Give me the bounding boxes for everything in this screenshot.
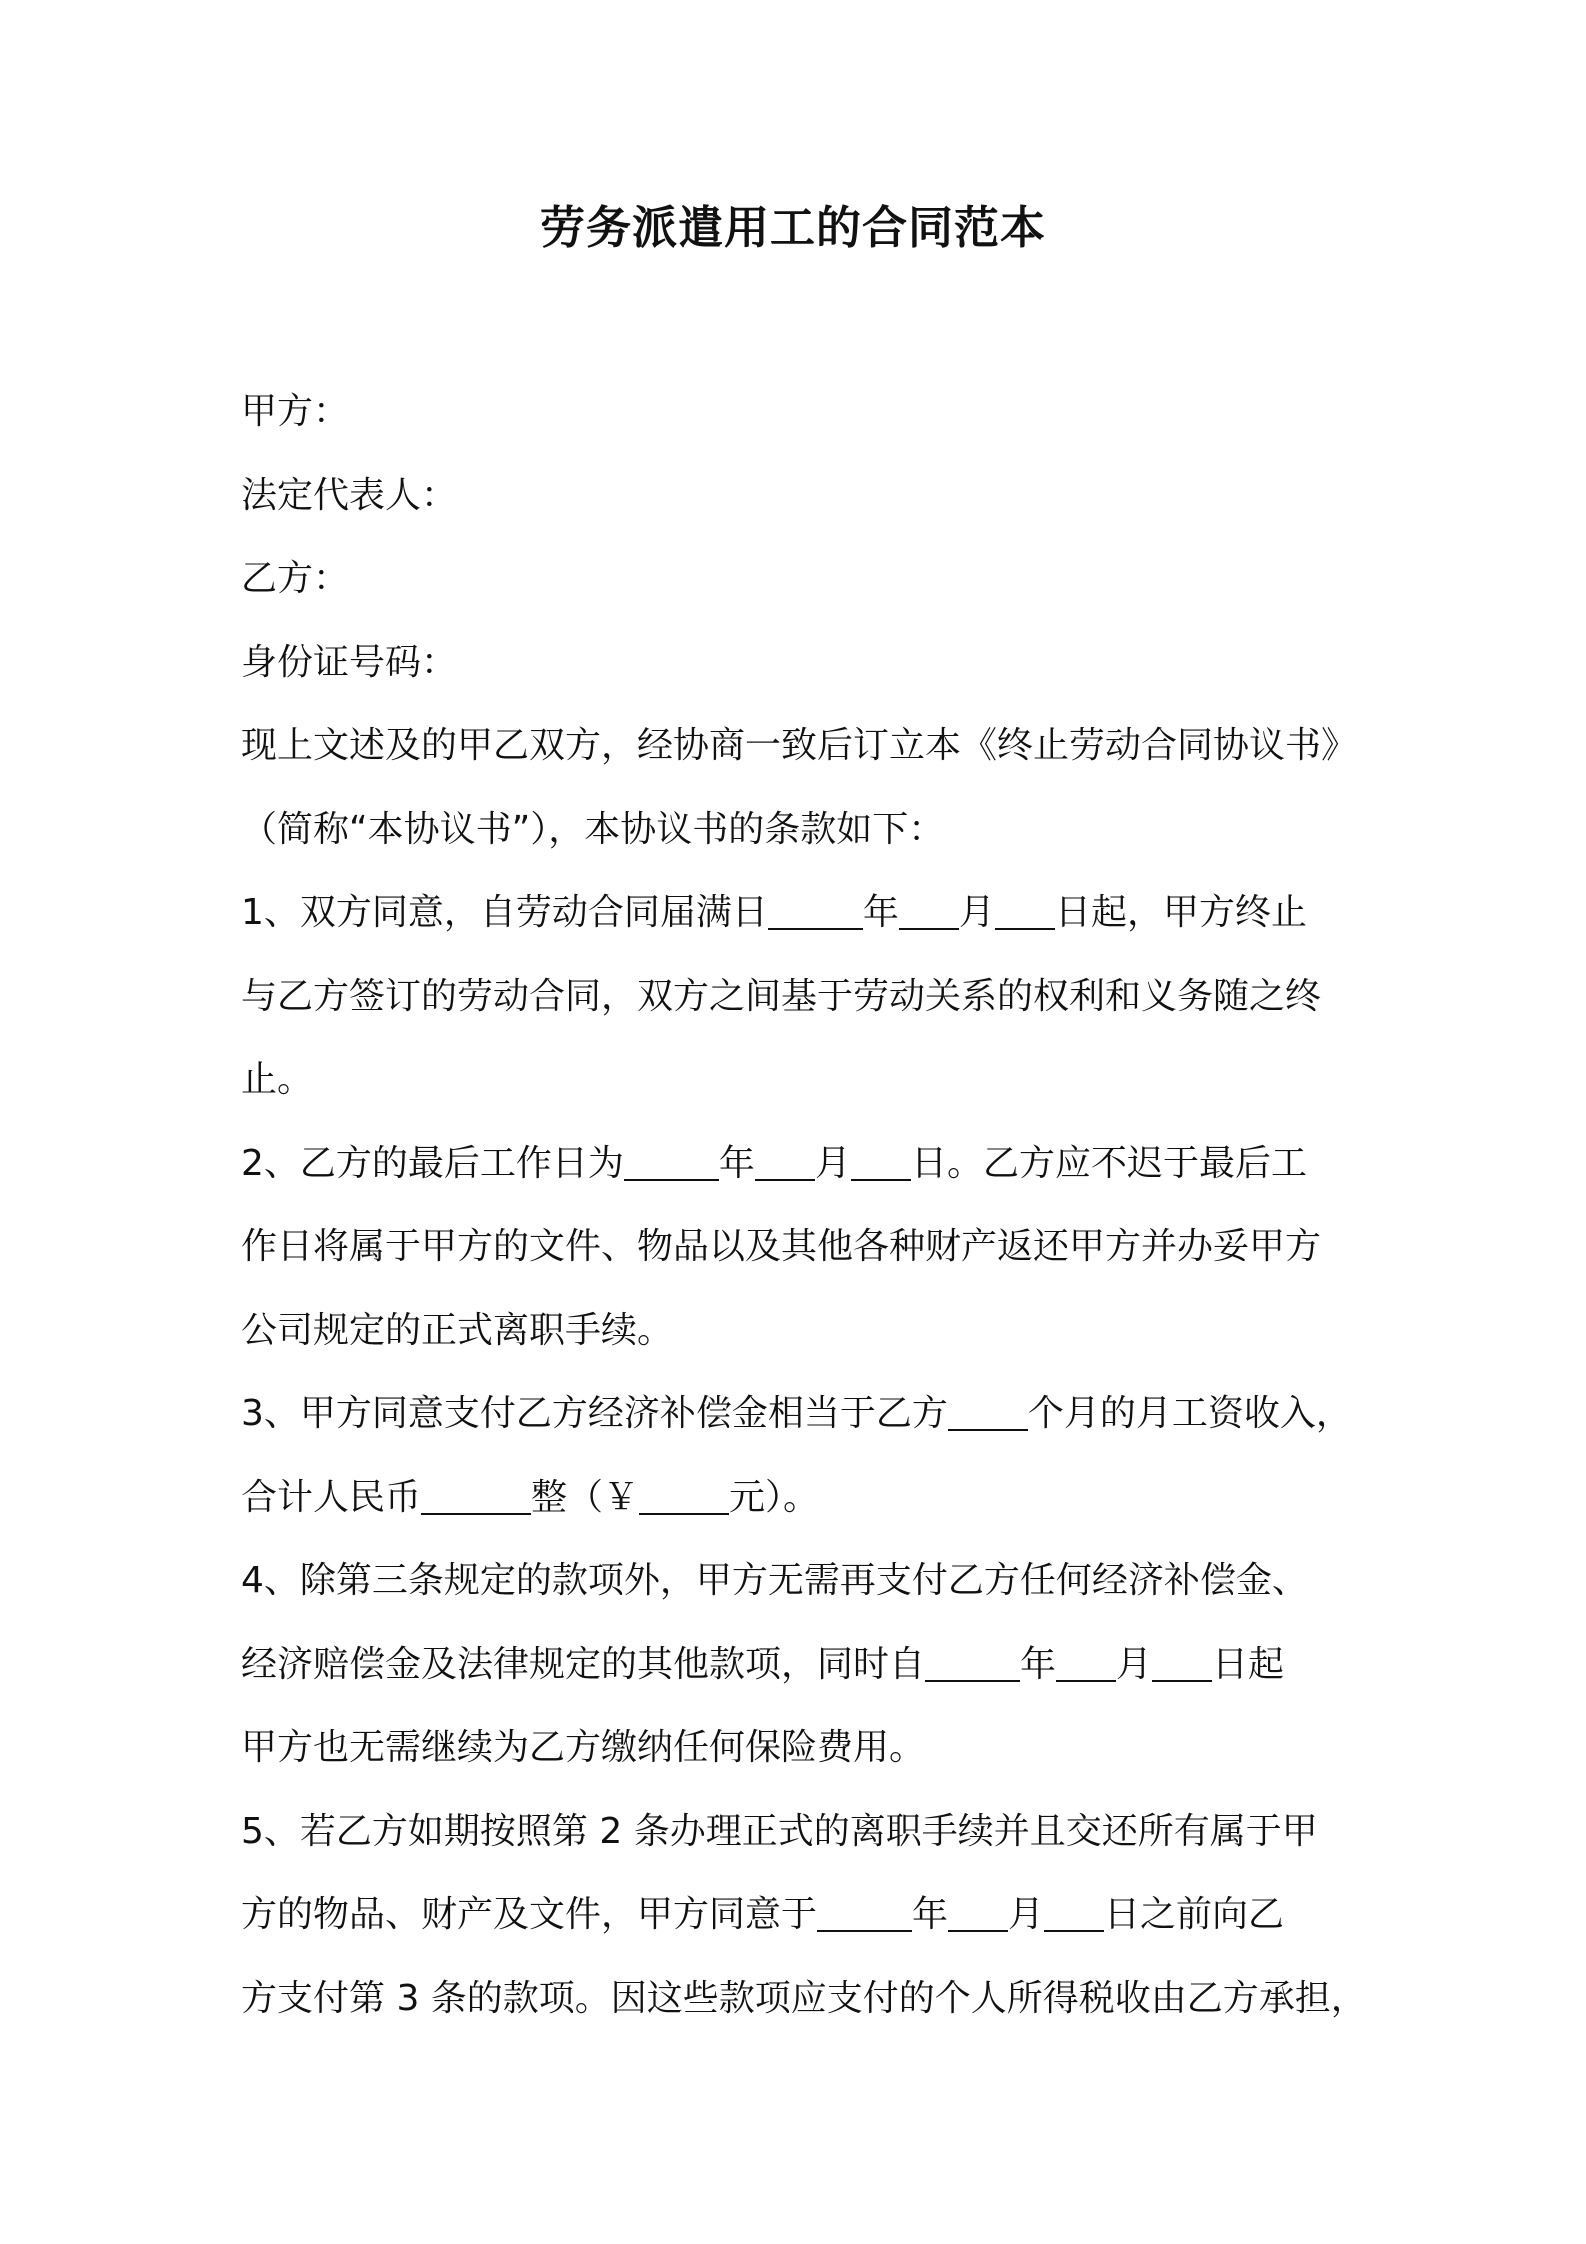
clause-2-line-3: 公司规定的正式离职手续。 [241,1309,674,1351]
year-blank [768,898,863,930]
clause-text: 日之前向乙 [1104,1894,1285,1935]
day-blank [851,1149,911,1181]
clause-2-line-2: 作日将属于甲方的文件、物品以及其他各种财产返还甲方并办妥甲方 [241,1226,1322,1267]
clause-text: 合计人民币 [241,1476,422,1518]
clause-text: 年 [862,892,899,933]
clause-text: 月 [814,1142,851,1184]
intro-line-1: 现上文述及的甲乙双方，经协商一致后订立本《终止劳动合同协议书》 [241,725,1358,766]
document-body [241,370,1371,2040]
months-count-blank [948,1399,1028,1431]
day-blank [1044,1900,1104,1932]
month-blank [899,898,959,930]
id-number-field: 身份证号码： [241,641,458,683]
clause-text: 3、甲方同意支付乙方经济补偿金相当于乙方 [241,1393,948,1434]
clause-text: 方的物品、财产及文件，甲方同意于 [241,1894,818,1935]
month-blank [755,1149,815,1181]
clause-text: 整（￥ [531,1476,640,1518]
clause-1-line-3: 止。 [241,1059,314,1100]
month-blank [1056,1650,1116,1682]
clause-5-line-3: 方支付第 3 条的款项。因这些款项应支付的个人所得税收由乙方承担， [241,1977,1367,2019]
clause-text: 月 [958,892,995,933]
clause-4-line-2 [241,1623,1371,1707]
day-blank [995,898,1055,930]
clause-text: 日起，甲方终止 [1054,892,1307,933]
clause-5-line-1: 5、若乙方如期按照第 2 条办理正式的离职手续并且交还所有属于甲 [241,1810,1318,1852]
clause-3-line-1 [241,1372,1371,1456]
clause-text: 日。乙方应不迟于最后工 [910,1142,1307,1184]
year-blank [925,1650,1020,1682]
clause-1-line-1 [241,871,1371,955]
day-blank [1152,1650,1212,1682]
amount-in-words-blank [421,1483,531,1515]
month-blank [948,1900,1008,1932]
year-blank [817,1900,912,1932]
amount-blank [639,1483,729,1515]
clause-5-line-2 [241,1873,1371,1957]
clause-4-line-1: 4、除第三条规定的款项外，甲方无需再支付乙方任何经济补偿金、 [241,1560,1308,1601]
clause-text: 年 [912,1894,949,1935]
clause-text: 年 [1020,1643,1057,1685]
clause-text: 个月的月工资收入， [1027,1393,1352,1434]
party-a-field: 甲方： [241,391,350,432]
clause-1-line-2: 与乙方签订的劳动合同，双方之间基于劳动关系的权利和义务随之终 [241,975,1322,1017]
clause-text: 日起 [1212,1643,1285,1685]
clause-text: 1、双方同意，自劳动合同届满日 [241,892,768,933]
clause-text: 月 [1116,1643,1153,1685]
clause-4-line-3: 甲方也无需继续为乙方缴纳任何保险费用。 [241,1727,926,1768]
clause-2-line-1 [241,1122,1371,1206]
clause-3-line-2 [241,1456,1371,1540]
clause-text: 经济赔偿金及法律规定的其他款项，同时自 [241,1643,926,1685]
document-title: 劳务派遣用工的合同范本 [539,201,1046,254]
intro-line-2: （简称“本协议书”），本协议书的条款如下： [241,808,945,850]
party-b-field: 乙方： [241,558,350,599]
clause-text: 元）。 [729,1476,820,1518]
clause-text: 2、乙方的最后工作日为 [241,1142,624,1184]
clause-text: 月 [1008,1894,1045,1935]
year-blank [624,1149,719,1181]
legal-representative-field: 法定代表人： [241,474,458,516]
clause-text: 年 [718,1142,755,1184]
